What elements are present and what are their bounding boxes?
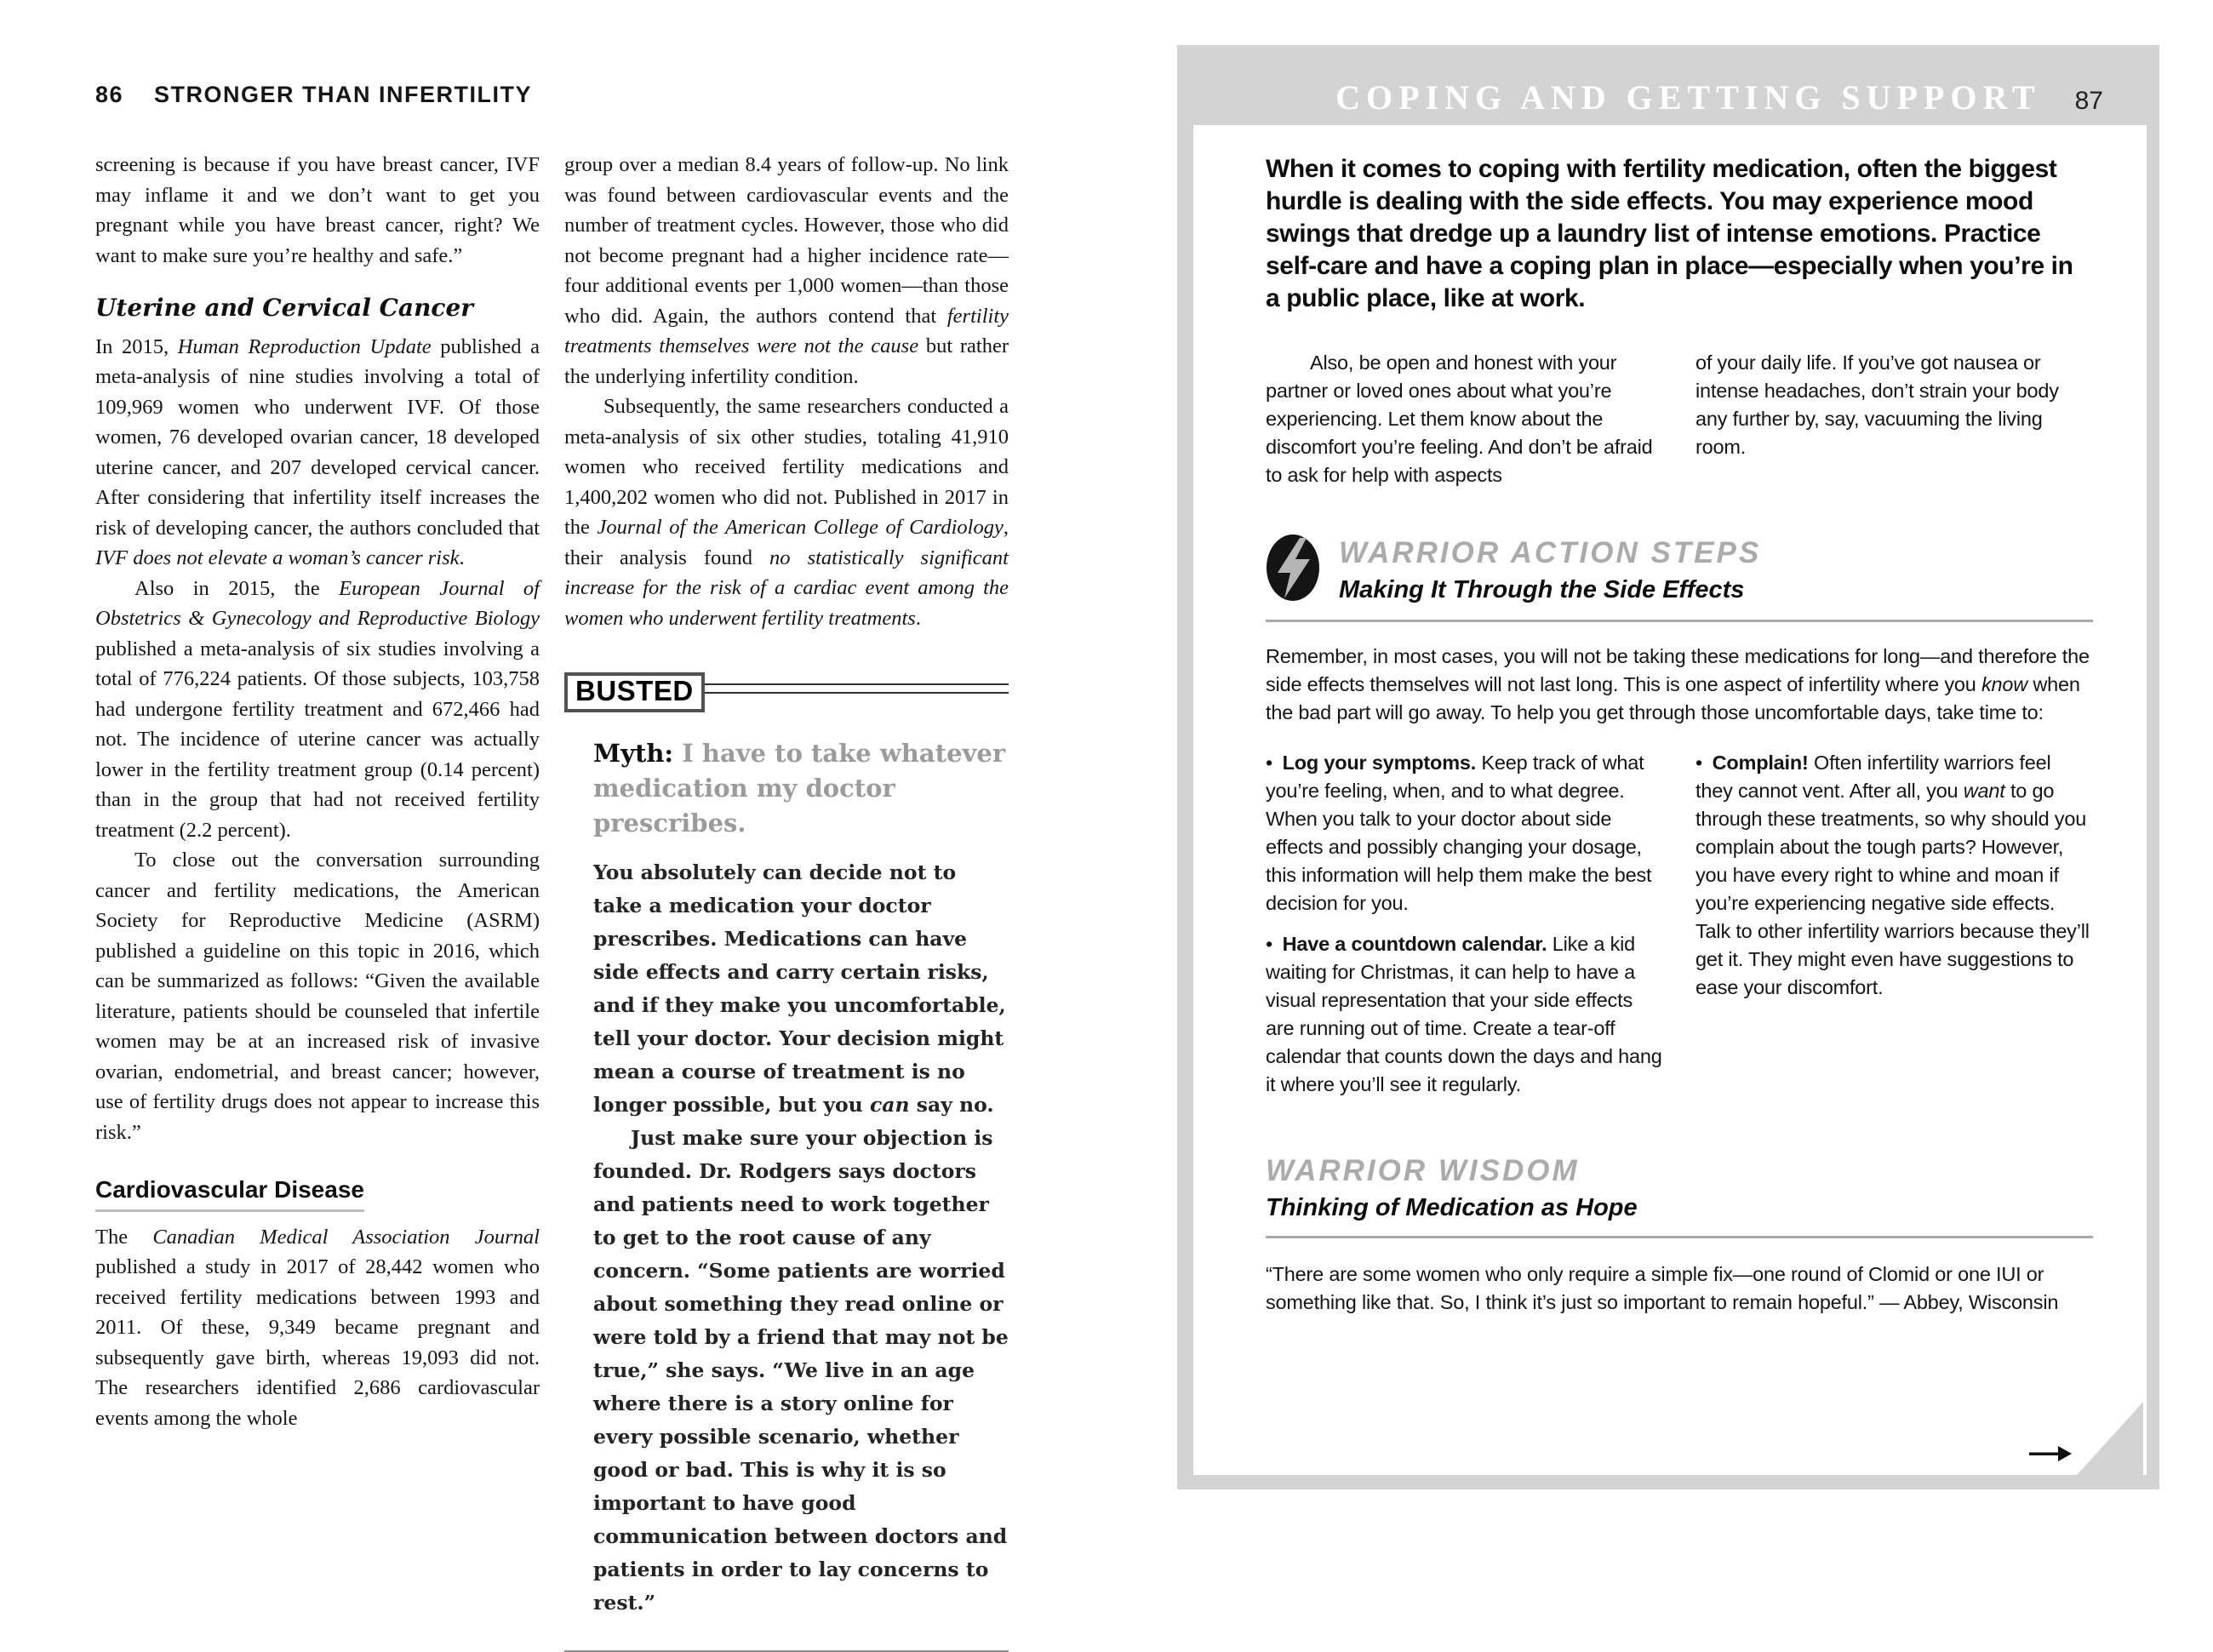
list-item: • Have a countdown calendar. Like a kid waiting for Christmas, it can help to have a visual representation that your side effects are running out of time. Create a tear-off calendar that counts down the days and hang it where you’ll see it regularly. [1266, 933, 1662, 1095]
body-paragraph: In 2015, Human Reproduction Update published a meta-analysis of nine studies involving a total of 109,969 women who underwent IVF. Of those women, 76 developed ovarian cancer, 18 developed uterine cancer, and 207 developed cervical cancer. After considering that infertility itself increases the risk of developing cancer, the authors concluded that IVF does not elevate a woman’s cancer risk. [95, 334, 540, 569]
busted-double-rule [705, 683, 1009, 694]
myth-heading: Myth: I have to take whatever medication my doctor prescribes. [593, 738, 1006, 837]
chapter-title: COPING AND GETTING SUPPORT [1335, 78, 2041, 117]
myth-body [593, 856, 1009, 1620]
section-heading-cardiovascular-disease: Cardiovascular Disease [95, 1175, 540, 1212]
content-area [1266, 153, 2093, 1317]
left-column-1 [95, 150, 540, 1433]
left-column-2 [564, 150, 1009, 1652]
warrior-wisdom-header [1266, 1154, 2093, 1222]
warrior-wisdom-quote: “There are some women who only require a simple fix—one round of Clomid or one IUI or something like that. So, I think it’s just so important to remain hopeful.” — Abbey, Wisconsin [1266, 1263, 2059, 1313]
left-running-head [95, 82, 532, 108]
left-book-title: STRONGER THAN INFERTILITY [154, 82, 533, 107]
section-heading-uterine-cervical-cancer: Uterine and Cervical Cancer [95, 294, 474, 322]
kicker-warrior-wisdom: WARRIOR WISDOM [1266, 1154, 1580, 1187]
right-arrow-icon [2029, 1444, 2072, 1463]
action-steps-bullets [1266, 749, 2093, 1112]
myth-block [593, 736, 1009, 1620]
list-item: • Log your symptoms. Keep track of what you’re feeling, when, and to what degree. When you talk to your doctor about side effects and possibly changing your dosage, this information will help them make the best decision for you. [1266, 752, 1652, 914]
warrior-action-steps-titles [1339, 536, 1761, 604]
warrior-action-steps-header [1266, 534, 2093, 606]
body-paragraph: Also in 2015, the European Journal of Obstetrics & Gynecology and Reproductive Biology published a meta-analysis of six studies involving a total of 776,224 patients. Of those subjects, 103,758 had undergone fertility treatment and 672,466 had not. The incidence of uterine cancer was actually lower in the fertility treatment group (0.14 percent) than in the group that had not received fertility treatment (2.2 percent). [95, 576, 540, 842]
right-page-number: 87 [2074, 87, 2103, 115]
bullet-column-left [1266, 749, 1663, 1112]
text-column-left: Also, be open and honest with your partner or loved ones about what you’re experiencing. Let them know about the discomfort you’re feeling. And don’t be afraid to ask for help with aspects [1266, 352, 1653, 486]
bullet-column-right [1695, 749, 2093, 1112]
title-thinking-of-medication: Thinking of Medication as Hope [1266, 1194, 1638, 1221]
body-paragraph: To close out the conversation surrounding cancer and fertility medications, the American Society for Reproductive Medicine (ASRM) published a guideline on this topic in 2016, which can be summarized as follows: “Given the available literature, patients should be counseled that infertile women may be at an increased risk of invasive ovarian, endometrial, and breast cancer; however, use of fertility drugs does not appear to increase this risk.” [95, 849, 540, 1144]
myth-paragraph: Just make sure your objection is founded. Dr. Rodgers says doctors and patients need to work together to get to the root cause of any concern. “Some patients are worried about something they read online or were told by a friend that may not be true,” she says. “We live in an age where there is a story online for every possible scenario, whether good or bad. This is why it is so important to have good communication between doctors and patients in order to lay concerns to rest.” [593, 1125, 1009, 1615]
folded-corner [2077, 1402, 2143, 1475]
action-steps-lead: Remember, in most cases, you will not be taking these medications for long—and therefore the side effects themselves will not last long. This is one aspect of infertility where you know when the bad part will go away. To help you get through those uncomfortable days, take time to: [1266, 645, 2090, 723]
chapter-intro: When it comes to coping with fertility medication, often the biggest hurdle is dealing with the side effects. You may experience mood swings that dredge up a laundry list of intense emotions. Practice self-care and have a coping plan in place—especially when you’re in a public place, like at work. [1266, 155, 2073, 312]
coping-support-panel [1177, 45, 2159, 1489]
right-running-head [1335, 77, 2103, 117]
body-paragraph: The Canadian Medical Association Journal published a study in 2017 of 28,442 women who received fertility medications between 1993 and 2011. Of these, 9,349 became pregnant and subsequently gave birth, whereas 19,093 did not. The researchers identified 2,686 cardiovascular events among the whole [95, 1225, 540, 1430]
busted-banner [564, 672, 1009, 712]
lightning-bolt-icon [1266, 534, 1320, 606]
intro-continuation-columns [1266, 349, 2093, 489]
section-rule [1266, 620, 2093, 622]
section-end-rule [564, 1650, 1009, 1652]
text-column-right: of your daily life. If you’ve got nausea or intense headaches, don’t strain your body any further by, say, vacuuming the living room. [1695, 352, 2059, 458]
title-making-it-through: Making It Through the Side Effects [1339, 575, 1745, 603]
body-paragraph: Subsequently, the same researchers conducted a meta-analysis of six other studies, totaling 41,910 women who received fertility medications and 1,400,202 women who did not. Published in 2017 in the Journal of the American College of Cardiology, their analysis found no statistically significant increase for the risk of a cardiac event among the women who underwent fertility treatments. [564, 395, 1009, 630]
busted-label: BUSTED [564, 672, 705, 712]
content-card [1193, 125, 2147, 1475]
kicker-warrior-action-steps: WARRIOR ACTION STEPS [1339, 535, 1762, 569]
myth-paragraph: You absolutely can decide not to take a medication your doctor prescribes. Medications can have side effects and carry certain risks, and if they make you uncomfortable, tell your doctor. Your decision might mean a course of treatment is no longer possible, but you can say no. [593, 860, 1006, 1117]
list-item: • Complain! Often infertility warriors feel they cannot vent. After all, you want to go through these treatments, so why should you complain about the tough parts? However, you have every right to whine and moan if you’re experiencing negative side effects. Talk to other infertility warriors because they’ll get it. They might even have suggestions to ease your discomfort. [1695, 752, 2090, 998]
left-page-number: 86 [95, 82, 124, 107]
body-paragraph: screening is because if you have breast cancer, IVF may inflame it and we don’t want to get you pregnant while you have breast cancer, right? We want to make sure you’re healthy and safe.” [95, 153, 540, 267]
body-paragraph: group over a median 8.4 years of follow-up. No link was found between cardiovascular events and the number of treatment cycles. However, those who did not become pregnant had a higher incidence rate—four additional events per 1,000 women—than those who did. Again, the authors contend that fertility treatments themselves were not the cause but rather the underlying infertility condition. [564, 153, 1009, 388]
section-rule [1266, 1236, 2093, 1238]
